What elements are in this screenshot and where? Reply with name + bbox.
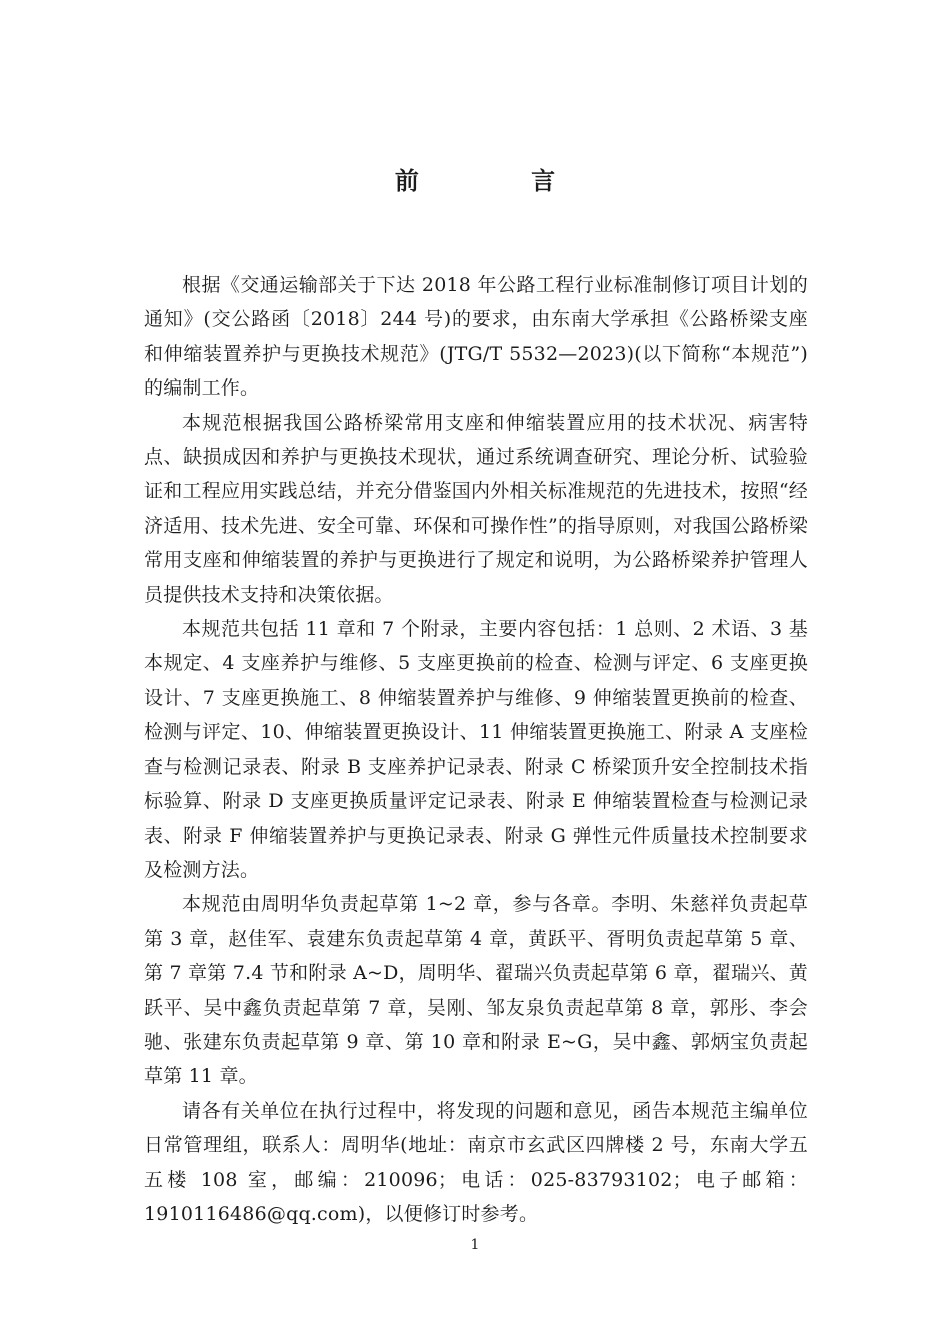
- paragraph-3: 本规范共包括 11 章和 7 个附录，主要内容包括：1 总则、2 术语、3 基本规定、4 支座养护与维修、5 支座更换前的检查、检测与评定、6 支座更换设计、7 支座更换施工、8 伸缩装置养护与维修、9 伸缩装置更换前的检查、检测与评定、10、伸缩装置更换设计、11 伸缩装置更换施工、附录 A 支座检查与检测记录表、附录 B 支座养护记录表、附录 C 桥梁顶升安全控制技术指标验算、附录 D 支座更换质量评定记录表、附录 E 伸缩装置检查与检测记录表、附录 F 伸缩装置养护与更换记录表、附录 G 弹性元件质量技术控制要求及检测方法。: [144, 618, 808, 881]
- page-number: 1: [470, 1237, 480, 1253]
- paragraph-4: 本规范由周明华负责起草第 1~2 章，参与各章。李明、朱慈祥负责起草第 3 章，赵佳军、袁建东负责起草第 4 章，黄跃平、胥明负责起草第 5 章、第 7 章第 7.4 节和附录 A~D，周明华、翟瑞兴负责起草第 6 章，翟瑞兴、黄跃平、吴中鑫负责起草第 7 章，吴刚、邹友泉负责起草第 8 章，郭彤、李会驰、张建东负责起草第 9 章、第 10 章和附录 E~G，吴中鑫、郭炳宝负责起草第 11 章。: [144, 893, 808, 1088]
- preface-body: [144, 268, 808, 1231]
- paragraph-5: 请各有关单位在执行过程中，将发现的问题和意见，函告本规范主编单位日常管理组，联系人：周明华(地址：南京市玄武区四牌楼 2 号，东南大学五五楼 108 室，邮编：210096；电话：025-83793102；电子邮箱：1910116486@qq.com)，以便修订时参考。: [144, 1099, 808, 1225]
- paragraph-2: 本规范根据我国公路桥梁常用支座和伸缩装置应用的技术状况、病害特点、缺损成因和养护与更换技术现状，通过系统调查研究、理论分析、试验验证和工程应用实践总结，并充分借鉴国内外相关标准规范的先进技术，按照“经济适用、技术先进、安全可靠、环保和可操作性”的指导原则，对我国公路桥梁常用支座和伸缩装置的养护与更换进行了规定和说明，为公路桥梁养护管理人员提供技术支持和决策依据。: [144, 411, 808, 606]
- page-title: 前 言: [394, 167, 608, 195]
- paragraph-1: 根据《交通运输部关于下达 2018 年公路工程行业标准制修订项目计划的通知》(交公路函〔2018〕244 号)的要求，由东南大学承担《公路桥梁支座和伸缩装置养护与更换技术规范》(JTG/T 5532—2023)(以下简称“本规范”)的编制工作。: [144, 274, 808, 400]
